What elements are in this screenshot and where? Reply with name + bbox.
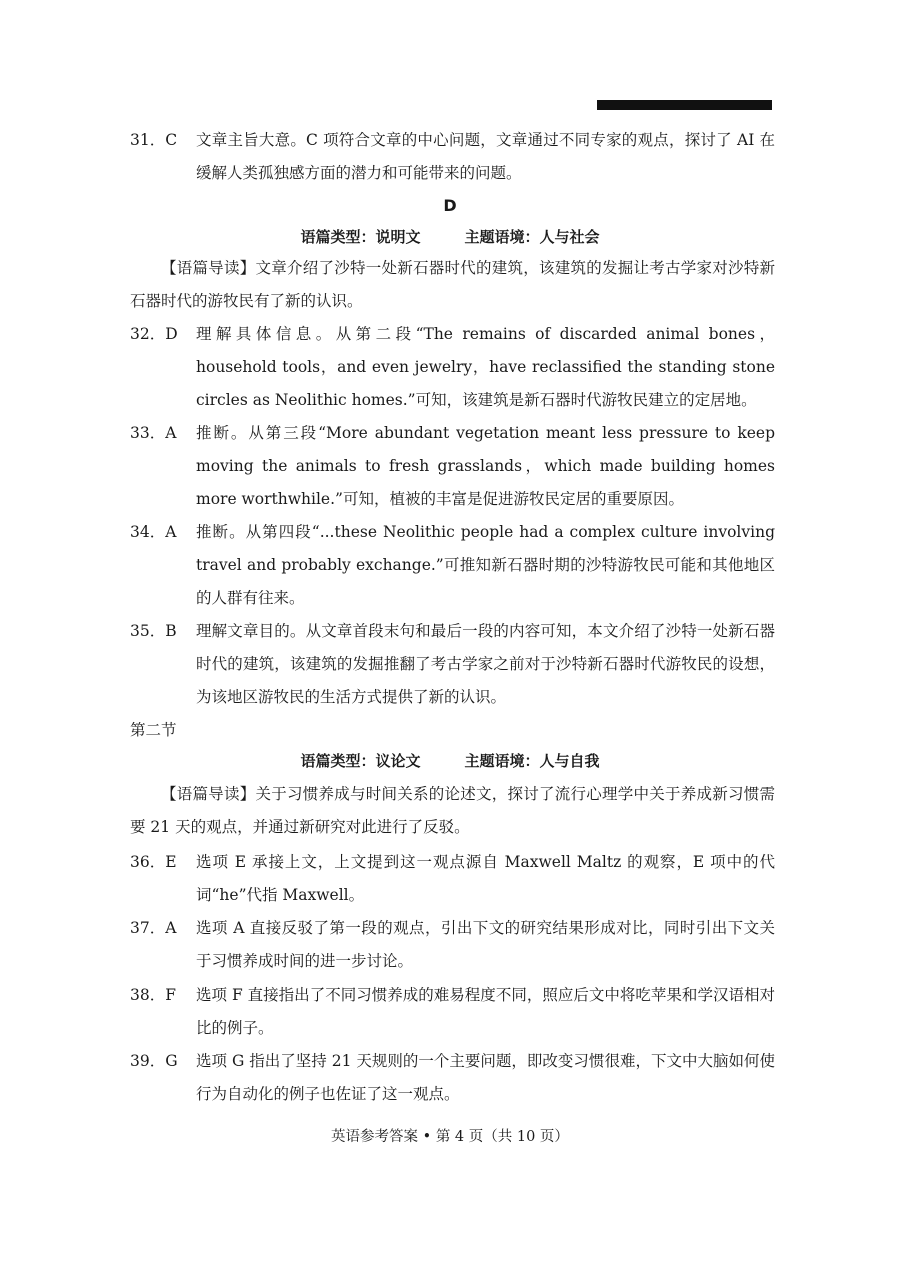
answer-34	[130, 516, 775, 615]
theme-label: 主题语境：人与社会	[464, 228, 600, 246]
section-label: 第二节	[130, 721, 177, 739]
answer-number: 36．E	[130, 853, 177, 871]
answer-33	[130, 417, 775, 516]
answer-explanation: 选项 F 直接指出了不同习惯养成的难易程度不同，照应后文中将吃苹果和学汉语相对比的例子。	[196, 986, 775, 1037]
passage-type-line	[0, 226, 900, 247]
answer-number: 31．C	[130, 131, 178, 149]
answer-explanation: 理解具体信息。从第二段“The remains of discarded animal bones，household tools，and even jewelry，have reclassified the standing stone circles as Neolithic homes.”可知，该建筑是新石器时代游牧民建立的定居地。	[196, 325, 775, 409]
passage-type-line	[0, 750, 900, 771]
answer-explanation: 选项 G 指出了坚持 21 天规则的一个主要问题，即改变习惯很难，下文中大脑如何使行为自动化的例子也佐证了这一观点。	[196, 1052, 775, 1103]
header-bar	[597, 100, 772, 110]
answer-number: 39．G	[130, 1052, 178, 1070]
answer-31	[130, 124, 775, 190]
answer-explanation: 选项 A 直接反驳了第一段的观点，引出下文的研究结果形成对比，同时引出下文关于习惯养成时间的进一步讨论。	[196, 919, 775, 970]
answer-explanation: 选项 E 承接上文，上文提到这一观点源自 Maxwell Maltz 的观察，E 项中的代词“he”代指 Maxwell。	[196, 853, 775, 904]
page-footer: 英语参考答案 • 第 4 页（共 10 页）	[331, 1129, 569, 1145]
answer-explanation: 推断。从第四段“...these Neolithic people had a complex culture involving travel and probably exchange.”可推知新石器时期的沙特游牧民可能和其他地区的人群有往来。	[196, 523, 775, 607]
answer-number: 35．B	[130, 622, 177, 640]
answer-number: 37．A	[130, 919, 177, 937]
answer-number: 38．F	[130, 986, 176, 1004]
answer-explanation: 理解文章目的。从文章首段末句和最后一段的内容可知，本文介绍了沙特一处新石器时代的建筑，该建筑的发掘推翻了考古学家之前对于沙特新石器时代游牧民的设想，为该地区游牧民的生活方式提供了新的认识。	[196, 622, 775, 706]
answer-36	[130, 846, 775, 912]
answer-32	[130, 318, 775, 417]
answer-37	[130, 912, 775, 978]
answer-explanation: 文章主旨大意。C 项符合文章的中心问题，文章通过不同专家的观点，探讨了 AI 在缓解人类孤独感方面的潜力和可能带来的问题。	[196, 131, 775, 182]
theme-label: 主题语境：人与自我	[464, 752, 600, 770]
genre-label: 语篇类型：议论文	[300, 752, 421, 770]
answer-38	[130, 979, 775, 1045]
genre-label: 语篇类型：说明文	[300, 228, 421, 246]
answer-39	[130, 1045, 775, 1111]
passage-intro: 【语篇导读】关于习惯养成与时间关系的论述文，探讨了流行心理学中关于养成新习惯需要 21 天的观点，并通过新研究对此进行了反驳。	[130, 785, 775, 836]
answer-number: 34．A	[130, 523, 177, 541]
part-letter: D	[443, 196, 457, 215]
answer-explanation: 推断。从第三段“More abundant vegetation meant less pressure to keep moving the animals to fresh grasslands，which made building homes more worthwhile.”可知，植被的丰富是促进游牧民定居的重要原因。	[196, 424, 775, 508]
answer-35	[130, 615, 775, 714]
passage-intro: 【语篇导读】文章介绍了沙特一处新石器时代的建筑，该建筑的发掘让考古学家对沙特新石器时代的游牧民有了新的认识。	[130, 259, 775, 310]
answer-number: 33．A	[130, 424, 177, 442]
answer-number: 32．D	[130, 325, 178, 343]
